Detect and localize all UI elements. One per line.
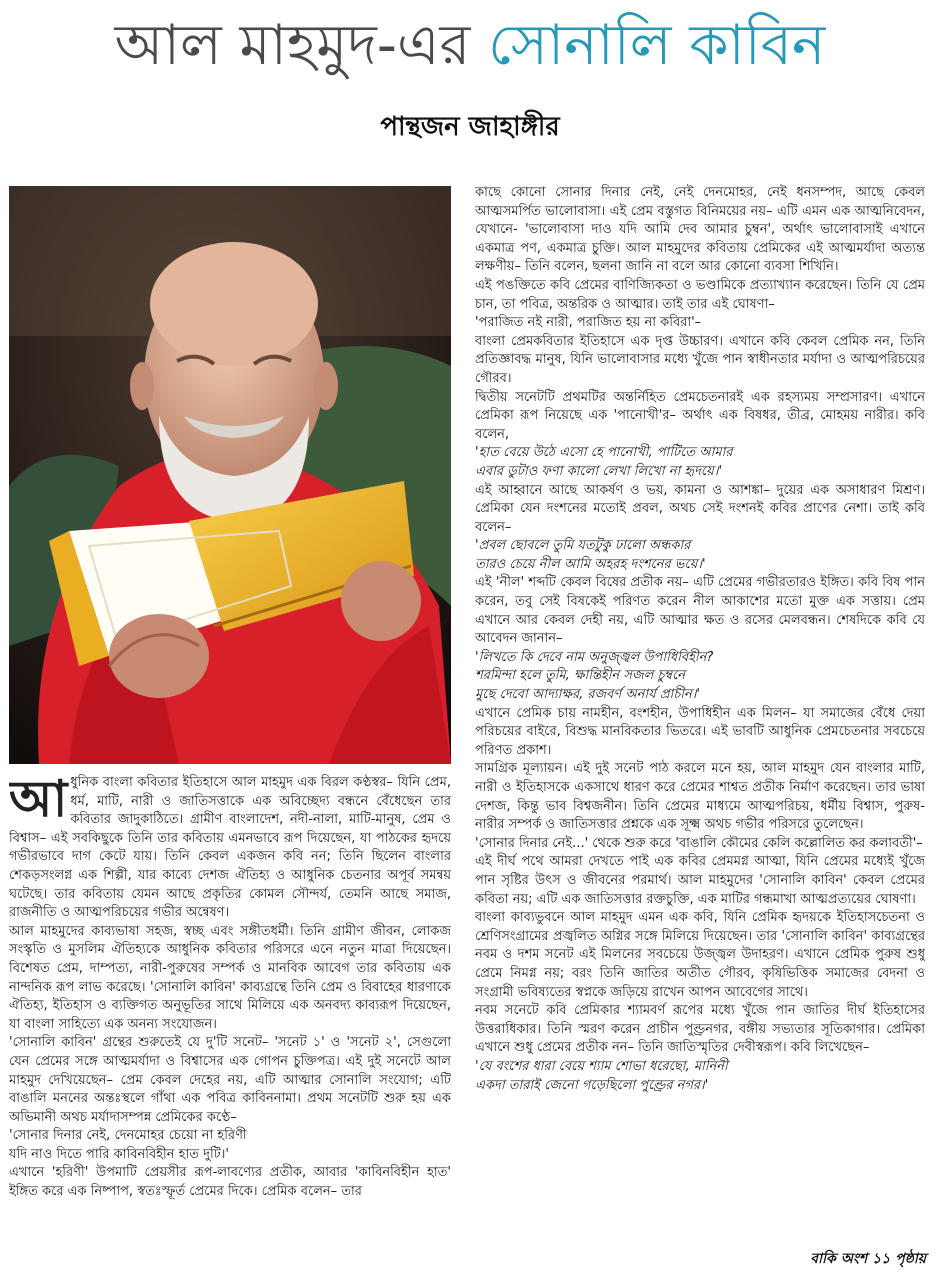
right-paragraph: কাছে কোনো সোনার দিনার নেই, নেই দেনমোহর, নেই ধনসম্পদ, আছে কেবল আত্মসমর্পিত ভালোবাসা। এই প্রেম বস্তুগত বিনিময়ের নয়– এটি এমন এক আত্মনিবেদন, যেখানে- 'ভালোবাসা দাও যদি আমি দেব আমার চুম্বন', অর্থাৎ ভালোবাসাই এখানে একমাত্র পণ, একমাত্র চুক্তি। আল মাহমুদের কবিতায় প্রেমিকের এই আত্মমর্যাদা অত্যন্ত লক্ষণীয়– তিনি বলেন, ছলনা জানি না বলে আর কোনো ব্যবসা শিখিনি। [475, 185, 925, 275]
article-title [0, 6, 940, 86]
right-paragraph: এই আহ্বানে আছে আকর্ষণ ও ভয়, কামনা ও আশঙ্কা– দুয়ের এক অসাধারণ মিশ্রণ। প্রেমিকা যেন দংশনের মতোই প্রবল, অথচ সেই দংশনই কবির প্রাণের নেশা। তাই কবি বলেন– [475, 482, 925, 535]
right-paragraph: দ্বিতীয় সনেটটি প্রথমটির অন্তর্নিহিত প্রেমচেতনারই এক রহস্যময় সম্প্রসারণ। এখানে প্রেমিকা রূপ নিয়েছে এক 'পানোখী'র– অর্থাৎ এক বিষধর, তীব্র, মোহময় নারীর। কবি বলেন, [475, 389, 925, 442]
quote-line: 'প্রবল ছোবলে তুমি যতটুকু ঢালো অন্ধকার [475, 538, 691, 554]
continued-note: বাকি অংশ ১১ পৃষ্ঠায় [810, 1251, 926, 1267]
right-paragraph: বাংলা প্রেমকবিতার ইতিহাসে এক দৃপ্ত উচ্চারণ। এখানে কবি কেবল প্রেমিক নন, তিনি প্রতিজ্ঞাবদ্ধ মানুষ, যিনি ভালোবাসার মধ্যে খুঁজে পান স্বাধীনতার মর্যাদা ও আত্মপরিচয়ের গৌরব। [475, 333, 925, 386]
drop-cap: আ [9, 774, 68, 828]
quote-line: 'পরাজিত নই নারী, পরাজিত হয় না কবিরা'– [475, 315, 702, 331]
left-column [9, 774, 451, 1272]
quote-line: একদা তারাই জেনো গড়েছিলো পুণ্ড্রের নগর।' [475, 1077, 709, 1093]
right-paragraph: এই দীর্ঘ পথে আমরা দেখতে পাই এক কবির প্রেমমগ্ন আত্মা, যিনি প্রেমের মধ্যেই খুঁজে পান সৃষ্টির উৎস ও জীবনের পরমার্থ। আল মাহমুদের 'সোনালি কাবিন' কেবল প্রেমের কবিতা নয়; এটি এক জাতিসত্তার রক্তচুক্তি, এক মাটির গন্ধমাখা আত্মপ্রত্যয়ের ঘোষণা। [475, 854, 925, 907]
quote-line: 'যে বংশের ধারা বেয়ে শ্যাম শোভা ধরেছো, মানিনী [475, 1058, 728, 1074]
right-paragraph: নবম সনেটে কবি প্রেমিকার শ্যামবর্ণ রূপের মধ্যে খুঁজে পান জাতির দীর্ঘ ইতিহাসের উত্তরাধিকার। তিনি স্মরণ করেন প্রাচীন পুণ্ড্রনগর, বঙ্গীয় সভ্যতার সূতিকাগার। প্রেমিকা এখানে শুধু প্রেমের প্রতীক নন– তিনি জাতিস্মৃতির দেবীস্বরূপ। কবি লিখেছেন– [475, 1003, 925, 1056]
left-paragraph: 'সোনালি কাবিন' গ্রন্থের শুরুতেই যে দু'টি সনেট– 'সনেট ১' ও 'সনেট ২', সেগুলো যেন প্রেমের সঙ্গে আত্মমর্যাদা ও বিশ্বাসের এক গোপন চুক্তিপত্র। এই দুই সনেটে আল মাহমুদ দেখিয়েছেন– প্রেম কেবল দেহের নয়, এটি আত্মার সোনালি সংযোগ; এটি বাঙালি মননের অন্তঃস্থলে গাঁথা এক পবিত্র কাবিননামা। প্রথম সনেটটি শুরু হয় এক অভিমানী অথচ মর্যাদাসম্পন্ন প্রেমিকের কণ্ঠে– [9, 1035, 451, 1125]
right-paragraph: 'সোনার দিনার নেই...' থেকে শুরু করে 'বাঙালি কৌমের কেলি কল্লোলিত কর কলাবতী'– [475, 835, 923, 851]
left-paragraph: ধুনিক বাংলা কবিতার ইতিহাসে আল মাহমুদ এক বিরল কণ্ঠস্বর– যিনি প্রেম, ধর্ম, মাটি, নারী ও জাতিসত্তাকে এক অবিচ্ছেদ্য বন্ধনে বেঁধেছেন তার কবিতার জাদুকাঠিতে। গ্রামীণ বাংলাদেশ, নদী-নালা, মাটি-মানুষ, প্রেম ও বিশ্বাস– এই সবকিছুকে তিনি তার কবিতায় এমনভাবে রূপ দিয়েছেন, যা পাঠকের হৃদয়ে গভীরভাবে দাগ কেটে যায়। তিনি কেবল একজন কবি নন; তিনি ছিলেন বাংলার শেকড়সংলগ্ন এক শিল্পী, যার কাব্যে দেশজ ঐতিহ্য ও আধুনিক চেতনার অপূর্ব সমন্বয় ঘটেছে। তার কবিতায় যেমন আছে প্রকৃতির কোমল সৌন্দর্য, তেমনি আছে সমাজ, রাজনীতি ও আত্মপরিচয়ের গভীর অন্বেষণ। [9, 775, 451, 921]
right-column [475, 184, 925, 1242]
right-paragraph: বাংলা কাব্যভুবনে আল মাহমুদ এমন এক কবি, যিনি প্রেমিক হৃদয়কে ইতিহাসচেতনা ও শ্রেণিসংগ্রামের প্রজ্বলিত অগ্নির সঙ্গে মিলিয়ে দিয়েছেন। তার 'সোনালি কাবিন' কাব্যগ্রন্থের নবম ও দশম সনেট এই মিলনের সবচেয়ে উজ্জ্বল উদাহরণ। এখানে প্রেমিক পুরুষ শুধু প্রেমে নিমগ্ন নয়; বরং তিনি জাতির অতীত গৌরব, কৃষিভিত্তিক সমাজের বেদনা ও সংগ্রামী ভবিষ্যতের স্বপ্নকে জড়িয়ে রাখেন আপন আবেগের সাথে। [475, 910, 925, 1000]
left-paragraph: এখানে 'হরিণী' উপমাটি প্রেয়সীর রূপ-লাবণ্যের প্রতীক, আবার 'কাবিনবিহীন হাত' ইঙ্গিত করে এক নিষ্পাপ, স্বতঃস্ফূর্ত প্রেমের দিকে। প্রেমিক বলেন– তার [9, 1165, 451, 1200]
right-paragraph: সামগ্রিক মূল্যায়ন। এই দুই সনেট পাঠ করলে মনে হয়, আল মাহমুদ যেন বাংলার মাটি, নারী ও ইতিহাসকে একসাথে ধারণ করে প্রেমের শাশ্বত প্রতীক নির্মাণ করেছেন। তার ভাষা দেশজ, কিন্তু ভাব বিশ্বজনীন। তিনি প্রেমের মাধ্যমে আত্মপরিচয়, ধর্মীয় বিশ্বাস, পুরুষ-নারীর সম্পর্ক ও জাতিসত্তার প্রশ্নকে এক সূক্ষ্ম অথচ গভীর পরিসরে তুলেছেন। [475, 761, 925, 833]
author-byline: পান্থজন জাহাঙ্গীর [380, 112, 560, 142]
right-paragraph: এখানে প্রেমিক চায় নামহীন, বংশহীন, উপাধিহীন এক মিলন– যা সমাজের বেঁধে দেয়া পরিচয়ের বাইরে, বিশুদ্ধ মানবিকতার ভিতরে। এই ভাবটি আধুনিক প্রেমচেতনার সবচেয়ে পরিণত প্রকাশ। [475, 705, 925, 758]
title-part-poet: আল মাহমুদ-এর [114, 13, 489, 78]
quote-line: 'লিখতে কি দেবে নাম অনুজ্জ্বল উপাধিবিহীন? [475, 649, 714, 665]
quote-line: 'সোনার দিনার নেই, দেনমোহর চেয়ো না হরিণী [9, 1128, 247, 1144]
quote-line: এবার ডুটাও ফণা কালো লেখা লিখো না হৃদয়ে।' [475, 463, 723, 479]
right-paragraph: এই 'নীল' শব্দটি কেবল বিষের প্রতীক নয়– এটি প্রেমের গভীরতারও ইঙ্গিত। কবি বিষ পান করেন, তবু সেই বিষকেই পরিণত করেন নীল আকাশের মতো মুক্ত এক সত্তায়। প্রেম এখানে আর কেবল দেহী নয়, এটি আত্মার ক্ষত ও রসের মেলবন্ধন। শেষদিকে কবি যে আবেদন জানান– [475, 575, 925, 647]
title-part-book: সোনালি কাবিন [488, 13, 826, 78]
left-paragraph: আল মাহমুদের কাব্যভাষা সহজ, স্বচ্ছ এবং সঙ্গীতধর্মী। তিনি গ্রামীণ জীবন, লোকজ সংস্কৃতি ও মুসলিম ঐতিহ্যকে আধুনিক কবিতার পরিসরে এনে নতুন মাত্রা দিয়েছেন। বিশেষত প্রেম, দাম্পত্য, নারী-পুরুষের সম্পর্ক ও মানবিক আবেগ তার কবিতায় এক নান্দনিক রূপ লাভ করেছে। 'সোনালি কাবিন' কাব্যগ্রন্থে তিনি প্রেম ও বিবাহের ধারণাকে ঐতিহ্য, ইতিহাস ও ব্যক্তিগত অনুভূতির সাথে মিলিয়ে এক অনবদ্য কাব্যরূপ দিয়েছেন, যা বাংলা সাহিত্যে এক অনন্য সংযোজন। [9, 923, 451, 1032]
quote-line: 'হাত বেয়ে উঠে এসো হে পানোখী, পাটিতে আমার [475, 445, 733, 461]
photo-illustration [9, 186, 451, 764]
quote-line: শরমিন্দা হলে তুমি, ক্ষান্তিহীন সজল চুম্বনে [475, 668, 686, 684]
quote-line: মুছে দেবো আদ্যাক্ষর, রজবর্ণ অনার্য প্রাচীন।' [475, 687, 701, 703]
right-paragraph: এই পঙক্তিতে কবি প্রেমের বাণিজ্যিকতা ও ভণ্ডামিকে প্রত্যাখ্যান করেছেন। তিনি যে প্রেম চান, তা পবিত্র, অন্তরিক ও আত্মার। তাই তার এই ঘোষণা– [475, 277, 925, 312]
quote-line: যদি নাও দিতে পারি কাবিনবিহীন হাত দুটি।' [9, 1146, 229, 1162]
reading-poet-photo [9, 186, 451, 764]
quote-line: তারও চেয়ে নীল আমি অহরহ দংশনের ভয়ে।' [475, 556, 706, 572]
